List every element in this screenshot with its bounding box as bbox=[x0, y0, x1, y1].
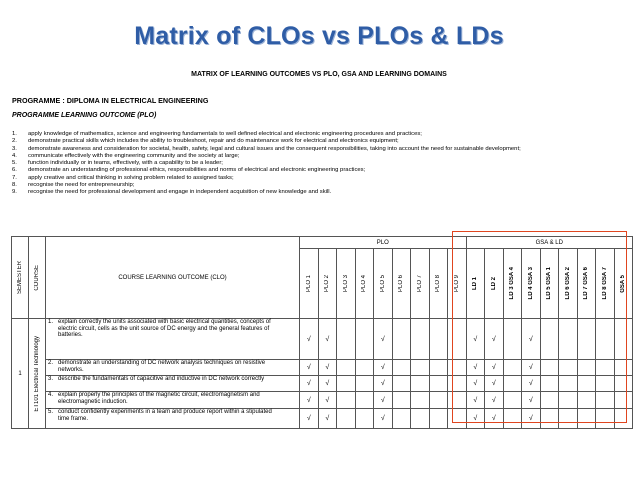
tick-mark-cell: √ bbox=[300, 392, 319, 409]
tick-mark-cell: √ bbox=[374, 376, 393, 392]
plo-heading: PROGRAMME LEARNING OUTCOME (PLO) bbox=[12, 112, 157, 119]
empty-cell bbox=[355, 392, 374, 409]
clo-text: conduct confidently experiments in a team and produce report within a stipulated time frame. bbox=[58, 409, 272, 422]
plo-item-text: demonstrate practical skills which includes the ability to troubleshoot, repair and do maintenance work for electrical and electronics equipment; bbox=[28, 138, 399, 145]
plo-item-text: recognise the need for professional development and engage in independent acquisition of new knowledge and skill. bbox=[28, 189, 332, 196]
semester-header: SEMESTER bbox=[12, 237, 29, 319]
clo-cell bbox=[46, 360, 300, 376]
empty-cell bbox=[411, 376, 430, 392]
clo-text: explain correctly the units associated with basic electrical quantities, concepts of electric circuit, cells as the unit source of DC energy and the general features of batteries. bbox=[58, 319, 271, 339]
clo-text: describe the fundamentals of capacitive and inductive in DC network correctly bbox=[58, 376, 265, 382]
empty-cell bbox=[429, 319, 448, 360]
tick-mark-cell: √ bbox=[318, 360, 337, 376]
empty-cell bbox=[355, 360, 374, 376]
plo-item bbox=[12, 189, 628, 196]
gsa-ld-column-header: LD 5 GSA 1 bbox=[540, 249, 559, 319]
clo-header: COURSE LEARNING OUTCOME (CLO) bbox=[46, 237, 300, 319]
plo-column-header: PLO 3 bbox=[337, 249, 356, 319]
empty-cell bbox=[392, 360, 411, 376]
plo-item-text: demonstrate awareness and consideration for societal, health, safety, legal and cultural issues and the consequent responsibilities, taking into account the need for sustainable development; bbox=[28, 145, 521, 152]
empty-cell bbox=[429, 409, 448, 429]
empty-cell bbox=[411, 409, 430, 429]
plo-item-number: 2. bbox=[12, 138, 17, 145]
empty-cell bbox=[429, 360, 448, 376]
empty-cell bbox=[355, 319, 374, 360]
plo-item bbox=[12, 160, 628, 167]
clo-cell bbox=[46, 319, 300, 360]
empty-cell bbox=[429, 392, 448, 409]
plo-item-number: 8. bbox=[12, 182, 17, 189]
tick-mark-cell: √ bbox=[522, 376, 541, 392]
tick-mark-cell: √ bbox=[374, 360, 393, 376]
empty-cell bbox=[411, 319, 430, 360]
clo-number: 1. bbox=[48, 319, 54, 325]
tick-mark-cell: √ bbox=[466, 376, 485, 392]
gsa-ld-column-header: LD 6 GSA 2 bbox=[559, 249, 578, 319]
plo-column-header: PLO 5 bbox=[374, 249, 393, 319]
document-title: MATRIX OF LEARNING OUTCOMES VS PLO, GSA AND LEARNING DOMAINS bbox=[191, 71, 447, 78]
tick-mark-cell: √ bbox=[374, 319, 393, 360]
plo-item-number: 9. bbox=[12, 189, 17, 196]
plo-list bbox=[12, 131, 628, 197]
empty-cell bbox=[355, 376, 374, 392]
tick-mark-cell: √ bbox=[485, 360, 504, 376]
empty-cell bbox=[411, 360, 430, 376]
clo-number: 5. bbox=[48, 409, 54, 415]
empty-cell bbox=[337, 360, 356, 376]
empty-cell bbox=[392, 376, 411, 392]
tick-mark-cell: √ bbox=[522, 392, 541, 409]
plo-item-text: function individually or in teams, effectively, with a capability to be a leader; bbox=[28, 160, 223, 167]
plo-item-number: 6. bbox=[12, 167, 17, 174]
tick-mark-cell: √ bbox=[300, 376, 319, 392]
gsa-ld-column-header: LD 2 bbox=[485, 249, 504, 319]
clo-number: 3. bbox=[48, 376, 54, 382]
empty-cell bbox=[392, 409, 411, 429]
gsa-ld-column-header: LD 8 GSA 7 bbox=[596, 249, 615, 319]
plo-column-header: PLO 2 bbox=[318, 249, 337, 319]
plo-item-number: 5. bbox=[12, 160, 17, 167]
tick-mark-cell: √ bbox=[466, 319, 485, 360]
plo-item bbox=[12, 146, 628, 153]
plo-item-number: 3. bbox=[12, 145, 17, 152]
course-header: COURSE bbox=[29, 237, 46, 319]
plo-item-text: apply knowledge of mathematics, science and engineering fundamentals to well defined electrical and electronic engineering procedures and practices; bbox=[28, 131, 422, 137]
tick-mark-cell: √ bbox=[300, 360, 319, 376]
tick-mark-cell: √ bbox=[300, 409, 319, 429]
tick-mark-cell: √ bbox=[466, 409, 485, 429]
gsa-ld-column-header: LD 1 bbox=[466, 249, 485, 319]
plo-column-header: PLO 8 bbox=[429, 249, 448, 319]
tick-mark-cell: √ bbox=[374, 409, 393, 429]
tick-mark-cell: √ bbox=[485, 376, 504, 392]
plo-item bbox=[12, 182, 628, 189]
empty-cell bbox=[337, 392, 356, 409]
plo-item bbox=[12, 153, 628, 160]
tick-mark-cell: √ bbox=[318, 376, 337, 392]
tick-mark-cell: √ bbox=[485, 392, 504, 409]
tick-mark-cell: √ bbox=[522, 319, 541, 360]
plo-column-header: PLO 6 bbox=[392, 249, 411, 319]
gsa-ld-column-header: LD 4 GSA 3 bbox=[522, 249, 541, 319]
plo-item bbox=[12, 131, 628, 138]
programme-title: PROGRAMME : DIPLOMA IN ELECTRICAL ENGINEERING bbox=[12, 96, 209, 105]
tick-mark-cell: √ bbox=[522, 409, 541, 429]
tick-mark-cell: √ bbox=[374, 392, 393, 409]
clo-cell bbox=[46, 392, 300, 409]
clo-text: demonstrate an understanding of DC network analysis techniques on resistive networks. bbox=[58, 360, 266, 373]
plo-column-header: PLO 1 bbox=[300, 249, 319, 319]
plo-item-number: 4. bbox=[12, 152, 17, 159]
gsa-ld-group-header: GSA & LD bbox=[466, 237, 633, 249]
plo-item bbox=[12, 138, 628, 145]
clo-text: explain properly the principles of the magnetic circuit, electromagnetism and electromagnetic induction. bbox=[58, 392, 260, 405]
tick-mark-cell: √ bbox=[318, 409, 337, 429]
plo-column-header: PLO 9 bbox=[448, 249, 467, 319]
empty-cell bbox=[429, 376, 448, 392]
tick-mark-cell: √ bbox=[485, 319, 504, 360]
empty-cell bbox=[392, 392, 411, 409]
course-cell: ET101 Electrical Technology bbox=[29, 319, 46, 429]
plo-column-header: PLO 7 bbox=[411, 249, 430, 319]
plo-item-number: 7. bbox=[12, 174, 17, 181]
plo-group-header: PLO bbox=[300, 237, 467, 249]
plo-item-text: communicate effectively with the engineering community and the society at large; bbox=[28, 152, 240, 159]
plo-item-number: 1. bbox=[12, 131, 17, 137]
clo-cell bbox=[46, 376, 300, 392]
tick-mark-cell: √ bbox=[466, 360, 485, 376]
plo-item-text: apply creative and critical thinking in solving problem related to assigned tasks; bbox=[28, 174, 234, 181]
tick-mark-cell: √ bbox=[522, 360, 541, 376]
tick-mark-cell: √ bbox=[318, 392, 337, 409]
clo-number: 4. bbox=[48, 392, 54, 398]
plo-column-header: PLO 4 bbox=[355, 249, 374, 319]
plo-item bbox=[12, 175, 628, 182]
empty-cell bbox=[337, 376, 356, 392]
plo-item bbox=[12, 167, 628, 174]
gsa-ld-column-header: GSA 5 bbox=[614, 249, 633, 319]
clo-cell bbox=[46, 409, 300, 429]
plo-item-text: demonstrate an understanding of professional ethics, responsibilities and norms of electrical and electronic engineering practices; bbox=[28, 167, 366, 174]
gsa-ld-highlight-box bbox=[452, 231, 627, 423]
empty-cell bbox=[355, 409, 374, 429]
gsa-ld-column-header: LD 7 GSA 6 bbox=[577, 249, 596, 319]
tick-mark-cell: √ bbox=[466, 392, 485, 409]
empty-cell bbox=[337, 319, 356, 360]
tick-mark-cell: √ bbox=[300, 319, 319, 360]
plo-item-text: recognise the need for entrepreneurship; bbox=[28, 182, 135, 189]
tick-mark-cell: √ bbox=[318, 319, 337, 360]
clo-number: 2. bbox=[48, 360, 54, 366]
empty-cell bbox=[337, 409, 356, 429]
semester-cell: 1 bbox=[12, 319, 29, 429]
slide-title: Matrix of CLOs vs PLOs & LDs bbox=[134, 22, 504, 50]
tick-mark-cell: √ bbox=[485, 409, 504, 429]
empty-cell bbox=[392, 319, 411, 360]
gsa-ld-column-header: LD 3 GSA 4 bbox=[503, 249, 522, 319]
empty-cell bbox=[411, 392, 430, 409]
